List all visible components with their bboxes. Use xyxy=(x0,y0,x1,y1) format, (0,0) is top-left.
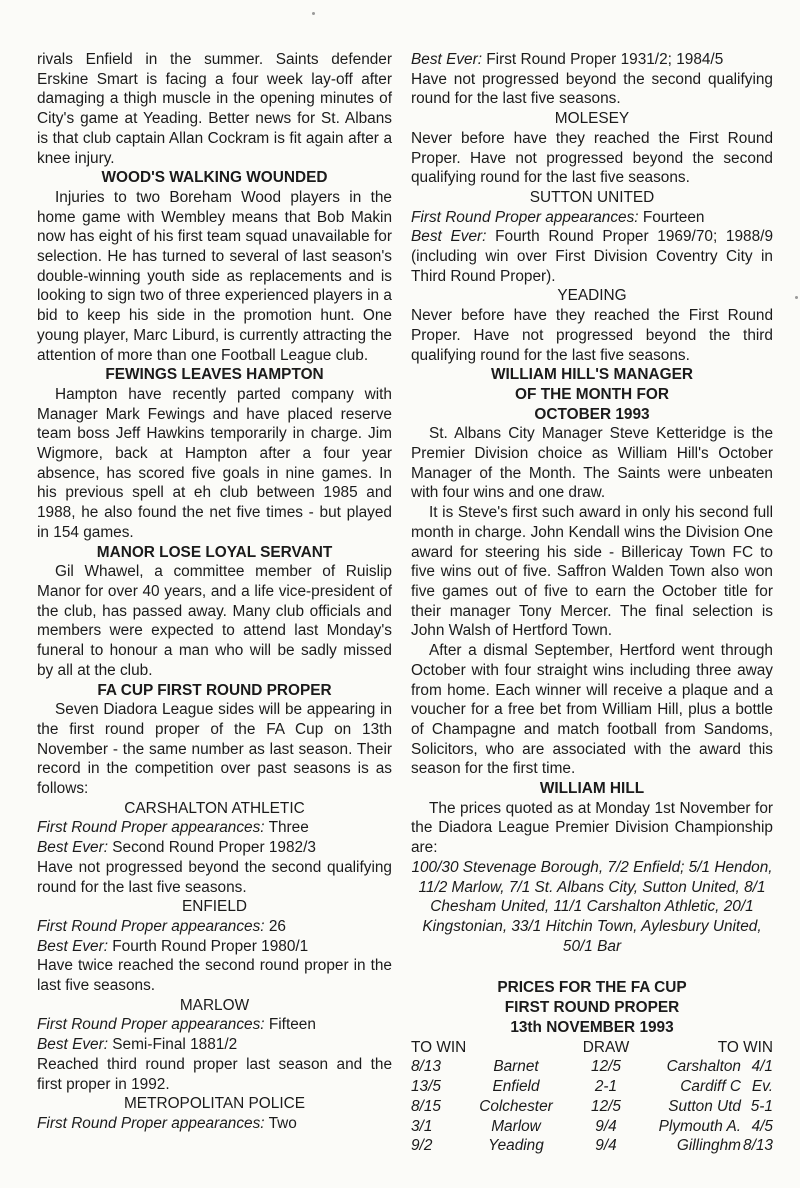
headline-manager-of-month-2: OF THE MONTH FOR xyxy=(515,385,669,403)
draw-odds: 12/5 xyxy=(591,1058,621,1076)
club-record-sutton-united xyxy=(411,188,773,287)
best-ever-value: Fourth Round Proper 1980/1 xyxy=(112,937,309,955)
best-ever-value: First Round Proper 1931/2; 1984/5 xyxy=(486,51,724,68)
draw-odds: 2-1 xyxy=(594,1078,618,1096)
draw-odds: 12/5 xyxy=(591,1097,621,1115)
best-ever-label: Best Ever: xyxy=(37,839,108,857)
article-fewings-leaves-hampton: Hampton have recently parted company with Manager Mark Fewings and have placed reserve team boss Jeff Hawkins temporarily in charge. Jim Wigmore, back at Hampton after a four year absence, has scored five goals in nine games. In his previous spell at eh club between 1985 and 1988, he also found the net five times - but played in 154 games. xyxy=(37,385,392,541)
club-record-carshalton xyxy=(37,799,392,898)
cup-odds-row xyxy=(411,1057,773,1077)
club-record-metropolitan-police-continued xyxy=(411,50,773,109)
article-woods-walking-wounded: Injuries to two Boreham Wood players in the home game with Wembley means that Bob Makin now has eight of his first team squad unavailable for selection. He has turned to several of last season's double-winning youth side as replacements and is looking to sign two of three experienced players in a bid to keep his side in the promotion hunt. One young player, Marc Liburd, is currently attracting the attention of more than one Football League club. xyxy=(37,188,392,364)
appearances-label: First Round Proper appearances: xyxy=(411,208,639,226)
away-team: Carshalton xyxy=(666,1058,741,1076)
club-name: MOLESEY xyxy=(554,110,630,128)
left-column xyxy=(37,50,392,1134)
best-ever-value: Semi-Final 1881/2 xyxy=(112,1036,238,1054)
article-manager-of-month-2: It is Steve's first such award in only his second full month in charge. John Kendall wins the Division One award for steering his side - Billericay Town FC to five wins out of five. Saffron Walden Town also won five games out of five to earn the October title for their manager Tony Mercer. The final selection is John Walsh of Hertford Town. xyxy=(411,504,773,640)
away-odds: 8/13 xyxy=(743,1137,773,1155)
headline-manager-of-month-3: OCTOBER 1993 xyxy=(534,405,650,423)
article-william-hill: The prices quoted as at Monday 1st November for the Diadora League Premier Division Championship are: xyxy=(411,799,773,857)
cup-prices-title-2: FIRST ROUND PROPER xyxy=(504,999,680,1017)
best-ever-value: Second Round Proper 1982/3 xyxy=(112,839,316,857)
home-team: Barnet xyxy=(493,1058,539,1076)
cup-prices-title-3: 13th NOVEMBER 1993 xyxy=(510,1018,674,1036)
club-note: Never before have they reached the First Round Proper. Have not progressed beyond the third qualifying round for the last five seasons. xyxy=(411,307,773,364)
club-name: SUTTON UNITED xyxy=(529,188,655,206)
home-team: Enfield xyxy=(492,1078,540,1096)
home-team: Marlow xyxy=(491,1117,541,1135)
appearances-label: First Round Proper appearances: xyxy=(37,1016,265,1034)
best-ever-value: Fourth Round Proper 1969/70; 1988/9 (including win over First Division Coventry City in Third Round Proper). xyxy=(411,228,774,285)
headline-fa-cup-first-round: FA CUP FIRST ROUND PROPER xyxy=(97,681,332,699)
cup-odds-row xyxy=(411,1136,773,1156)
home-team: Colchester xyxy=(479,1097,553,1115)
club-record-molesey xyxy=(411,109,773,188)
championship-prices: 100/30 Stevenage Borough, 7/2 Enfield; 5/1 Hendon, 11/2 Marlow, 7/1 St. Albans City, Sutton United, 8/1 Chesham United, 11/1 Carshalton Athletic, 20/1 Kingstonian, 33/1 Hitchin Town, Aylesbury United, 50/1 Bar xyxy=(411,858,773,955)
cup-odds-header-row xyxy=(411,1037,773,1057)
club-record-metropolitan-police xyxy=(37,1094,392,1133)
best-ever-label: Best Ever: xyxy=(37,1036,108,1054)
home-odds: 8/13 xyxy=(411,1058,441,1076)
appearances-label: First Round Proper appearances: xyxy=(37,1114,265,1132)
home-odds: 9/2 xyxy=(411,1137,433,1155)
club-note: Have not progressed beyond the second qualifying round for the last five seasons. xyxy=(411,70,773,108)
appearances-value: 26 xyxy=(268,917,286,935)
club-name: MARLOW xyxy=(179,996,250,1014)
cup-odds-table xyxy=(411,1037,773,1156)
header-draw: DRAW xyxy=(582,1038,630,1056)
headline-fewings-leaves-hampton: FEWINGS LEAVES HAMPTON xyxy=(105,366,324,384)
cup-odds-row xyxy=(411,1097,773,1117)
header-to-win-home: TO WIN xyxy=(411,1038,467,1056)
away-odds: 5-1 xyxy=(750,1097,773,1115)
header-to-win-away: TO WIN xyxy=(717,1038,773,1056)
appearances-value: Fourteen xyxy=(642,208,705,226)
draw-odds: 9/4 xyxy=(595,1117,617,1135)
headline-woods-walking-wounded: WOOD'S WALKING WOUNDED xyxy=(101,169,328,187)
away-team: Gillinghm xyxy=(676,1137,741,1155)
article-fa-cup-first-round: Seven Diadora League sides will be appearing in the first round proper of the FA Cup on 13th November - the same number as last season. Their record in the competition over past seasons is as follows: xyxy=(37,701,392,798)
club-name: METROPOLITAN POLICE xyxy=(123,1095,305,1113)
club-record-yeading xyxy=(411,286,773,365)
appearances-value: Fifteen xyxy=(268,1016,316,1034)
away-team: Sutton Utd xyxy=(668,1097,741,1115)
cup-prices-title-1: PRICES FOR THE FA CUP xyxy=(497,979,687,997)
headline-manor-lose-loyal-servant: MANOR LOSE LOYAL SERVANT xyxy=(96,543,333,561)
appearances-label: First Round Proper appearances: xyxy=(37,917,265,935)
best-ever-label: Best Ever: xyxy=(411,51,482,68)
article-continuation: rivals Enfield in the summer. Saints defender Erskine Smart is facing a four week lay-off after damaging a thigh muscle in the opening minutes of City's game at Yeading. Better news for St. Albans is that club captain Allan Cockram is fit again after a knee injury. xyxy=(37,51,392,167)
appearances-label: First Round Proper appearances: xyxy=(37,819,265,837)
cup-odds-row xyxy=(411,1117,773,1137)
home-odds: 8/15 xyxy=(411,1097,441,1115)
home-odds: 3/1 xyxy=(411,1117,433,1135)
best-ever-label: Best Ever: xyxy=(411,228,487,246)
headline-william-hill: WILLIAM HILL xyxy=(539,780,645,798)
away-team: Plymouth A. xyxy=(658,1117,741,1135)
club-note: Have twice reached the second round proper in the last five seasons. xyxy=(37,957,392,995)
appearances-value: Three xyxy=(268,819,309,837)
article-manager-of-month-1: St. Albans City Manager Steve Ketteridge is the Premier Division choice as William Hill's October Manager of the Month. The Saints were unbeaten with four wins and one draw. xyxy=(411,425,773,502)
scan-speck xyxy=(312,12,315,15)
club-note: Reached third round proper last season and the first proper in 1992. xyxy=(37,1055,392,1093)
club-name: YEADING xyxy=(557,287,627,305)
home-team: Yeading xyxy=(488,1137,544,1155)
away-odds: Ev. xyxy=(751,1078,773,1096)
club-record-enfield xyxy=(37,897,392,996)
article-manor-lose-loyal-servant: Gil Whawel, a committee member of Ruislip Manor for over 40 years, and a life vice-president of the club, has passed away. Many club officials and members were expected to attend last Monday's funeral to honour a man who will be sadly missed by all at the club. xyxy=(37,563,392,679)
club-name: ENFIELD xyxy=(182,898,247,916)
club-name: CARSHALTON ATHLETIC xyxy=(124,799,305,817)
away-odds: 4/5 xyxy=(751,1117,773,1135)
scan-speck xyxy=(795,296,798,299)
club-note: Never before have they reached the First Round Proper. Have not progressed beyond the second qualifying round for the last five seasons. xyxy=(411,129,773,187)
away-odds: 4/1 xyxy=(751,1058,773,1076)
headline-manager-of-month-1: WILLIAM HILL'S MANAGER xyxy=(490,366,693,384)
right-column xyxy=(411,50,773,1156)
away-team: Cardiff C xyxy=(680,1078,741,1096)
club-record-marlow xyxy=(37,996,392,1095)
cup-odds-row xyxy=(411,1077,773,1097)
home-odds: 13/5 xyxy=(411,1078,441,1096)
draw-odds: 9/4 xyxy=(595,1137,617,1155)
best-ever-label: Best Ever: xyxy=(37,937,108,955)
article-manager-of-month-3: After a dismal September, Hertford went through October with four straight wins including three away from home. Each winner will receive a plaque and a voucher for a free bet from William Hill, plus a bottle of Champagne and match football from Sandoms, Solicitors, who are associated with the award this season for the first time. xyxy=(411,642,773,778)
appearances-value: Two xyxy=(268,1114,297,1132)
club-note: Have not progressed beyond the second qualifying round for the last five seasons. xyxy=(37,858,392,896)
